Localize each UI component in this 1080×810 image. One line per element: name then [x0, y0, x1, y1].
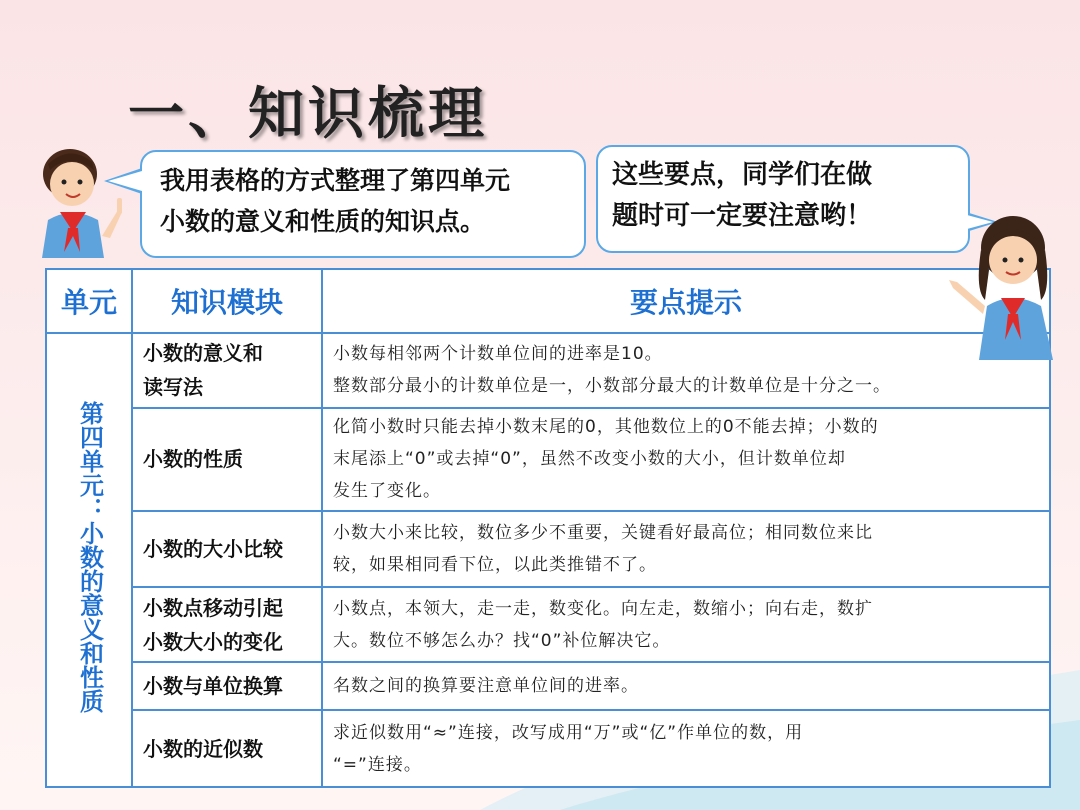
boy-icon — [20, 140, 140, 258]
table-row — [46, 333, 1050, 408]
point-line: 化简小数时只能去掉小数末尾的0，其他数位上的0不能去掉；小数的 — [333, 417, 879, 438]
point-cell — [322, 333, 1050, 408]
point-line: 小数点，本领大，走一走，数变化。向左走，数缩小；向右走，数扩 — [333, 598, 873, 619]
point-cell — [322, 511, 1050, 588]
page-title: 一、知识梳理 — [128, 81, 488, 147]
point-line: 较，如果相同看下位，以此类推错不了。 — [333, 554, 657, 575]
point-line: 名数之间的换算要注意单位间的进率。 — [333, 676, 639, 697]
point-line: 末尾添上“0”或去掉“0”，虽然不改变小数的大小，但计数单位却 — [333, 449, 846, 470]
module-line: 小数点移动引起 — [143, 595, 283, 620]
module-line: 小数的近似数 — [143, 736, 263, 761]
module-cell — [132, 333, 322, 408]
bubble-tail-fill — [967, 215, 993, 229]
module-line: 小数大小的变化 — [143, 629, 283, 654]
table-row — [46, 710, 1050, 787]
knowledge-table — [45, 268, 1051, 788]
table-row — [46, 511, 1050, 588]
table-row — [46, 587, 1050, 662]
unit-label: 第四单元：小数的意义和性质 — [75, 400, 104, 713]
point-cell — [322, 662, 1050, 710]
module-line: 读写法 — [143, 375, 203, 400]
module-line: 小数的大小比较 — [143, 536, 283, 561]
girl-speech-line: 这些要点，同学们在做 — [612, 160, 873, 190]
point-line: “=”连接。 — [333, 754, 422, 775]
point-line: 小数大小来比较，数位多少不重要，关键看好最高位；相同数位来比 — [333, 522, 873, 543]
module-cell — [132, 511, 322, 588]
table-row — [46, 662, 1050, 710]
point-cell — [322, 710, 1050, 787]
point-line: 整数部分最小的计数单位是一，小数部分最大的计数单位是十分之一。 — [333, 376, 891, 397]
module-cell — [132, 662, 322, 710]
point-line: 小数每相邻两个计数单位间的进率是10。 — [333, 344, 663, 365]
point-cell — [322, 587, 1050, 662]
module-cell — [132, 710, 322, 787]
bubble-tail-fill — [108, 171, 142, 191]
girl-speech-line: 题时可一定要注意哟！ — [612, 201, 873, 231]
unit-cell — [46, 333, 132, 787]
table-row — [46, 408, 1050, 511]
boy-speech-bubble — [140, 150, 586, 258]
point-line: 大。数位不够怎么办？找“0”补位解决它。 — [333, 630, 671, 651]
girl-speech-bubble — [596, 145, 970, 253]
module-line: 小数的性质 — [143, 447, 243, 472]
point-cell — [322, 408, 1050, 511]
header-module: 知识模块 — [132, 269, 322, 333]
boy-speech-line: 小数的意义和性质的知识点。 — [160, 207, 486, 236]
table-header-row — [46, 269, 1050, 333]
header-unit: 单元 — [46, 269, 132, 333]
header-points: 要点提示 — [322, 269, 1050, 333]
point-line: 发生了变化。 — [333, 481, 441, 502]
boy-speech-line: 我用表格的方式整理了第四单元 — [160, 166, 511, 195]
module-cell — [132, 408, 322, 511]
point-line: 求近似数用“≈”连接，改写成用“万”或“亿”作单位的数，用 — [333, 722, 804, 743]
module-line: 小数的意义和 — [143, 341, 263, 366]
module-cell — [132, 587, 322, 662]
module-line: 小数与单位换算 — [143, 674, 283, 699]
